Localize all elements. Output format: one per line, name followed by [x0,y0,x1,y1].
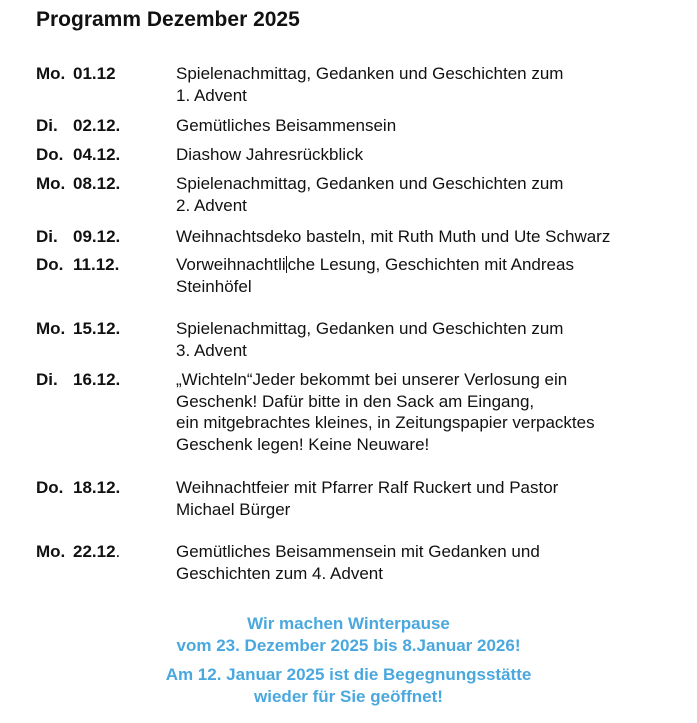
entry-date: 08.12. [73,174,121,193]
entry-description: Spielenachmittag, Gedanken und Geschichten zum 2. Advent [176,174,564,215]
entry-description: Weihnachtsdeko basteln, mit Ruth Muth und Ute Schwarz [176,227,611,246]
entry-description: Spielenachmittag, Gedanken und Geschichten zum 1. Advent [176,64,564,105]
entry-date-main: 22.12 [73,542,116,561]
entry-description: Spielenachmittag, Gedanken und Geschichten zum 3. Advent [176,319,564,360]
entry-description[interactable] [176,254,691,297]
winter-break-dates: vom 23. Dezember 2025 bis 8.Januar 2026! [176,636,521,655]
entry-date: 16.12. [73,370,121,389]
page-title: Programm Dezember 2025 [36,8,300,31]
entry-day: Mo. [36,542,66,561]
entry-date: 18.12. [73,478,121,497]
entry-description: Diashow Jahresrückblick [176,145,364,164]
entry-date: 11.12. [73,255,120,274]
entry-day: Do. [36,145,64,164]
entry-date: 04.12. [73,145,121,164]
reopening-notice-line2: wieder für Sie geöffnet! [254,687,443,706]
entry-description: Gemütliches Beisammensein mit Gedanken und Geschichten zum 4. Advent [176,542,540,583]
entry-date: 09.12. [73,227,121,246]
entry-description-part: che Lesung, Geschichten mit Andreas Steinhöfel [176,255,574,296]
reopening-notice: Am 12. Januar 2025 ist die Begegnungsstätte [165,665,532,684]
entry-day: Do. [36,255,64,274]
entry-day: Di. [36,227,58,246]
entry-day: Di. [36,370,58,389]
entry-description-part: Vorweihnachtli [176,255,286,274]
entry-description: Gemütliches Beisammensein [176,116,397,135]
entry-day: Mo. [36,319,66,338]
entry-description: Weihnachtfeier mit Pfarrer Ralf Ruckert und Pastor Michael Bürger [176,478,559,519]
entry-date: 02.12. [73,116,121,135]
entry-date: 01.12 [73,64,116,83]
winter-break-notice: Wir machen Winterpause [247,614,450,633]
entry-day: Mo. [36,64,66,83]
entry-description: „Wichteln“Jeder bekommt bei unserer Verlosung ein Geschenk! Dafür bitte in den Sack am Eingang, ein mitgebrachtes kleines, in Zeitungspapier verpacktes Geschenk legen! Keine Neuware! [176,370,595,454]
entry-date-dot: . [115,542,121,561]
entry-day: Mo. [36,174,66,193]
entry-day: Di. [36,116,58,135]
entry-date [73,541,120,563]
entry-date: 15.12. [73,319,121,338]
entry-day: Do. [36,478,64,497]
